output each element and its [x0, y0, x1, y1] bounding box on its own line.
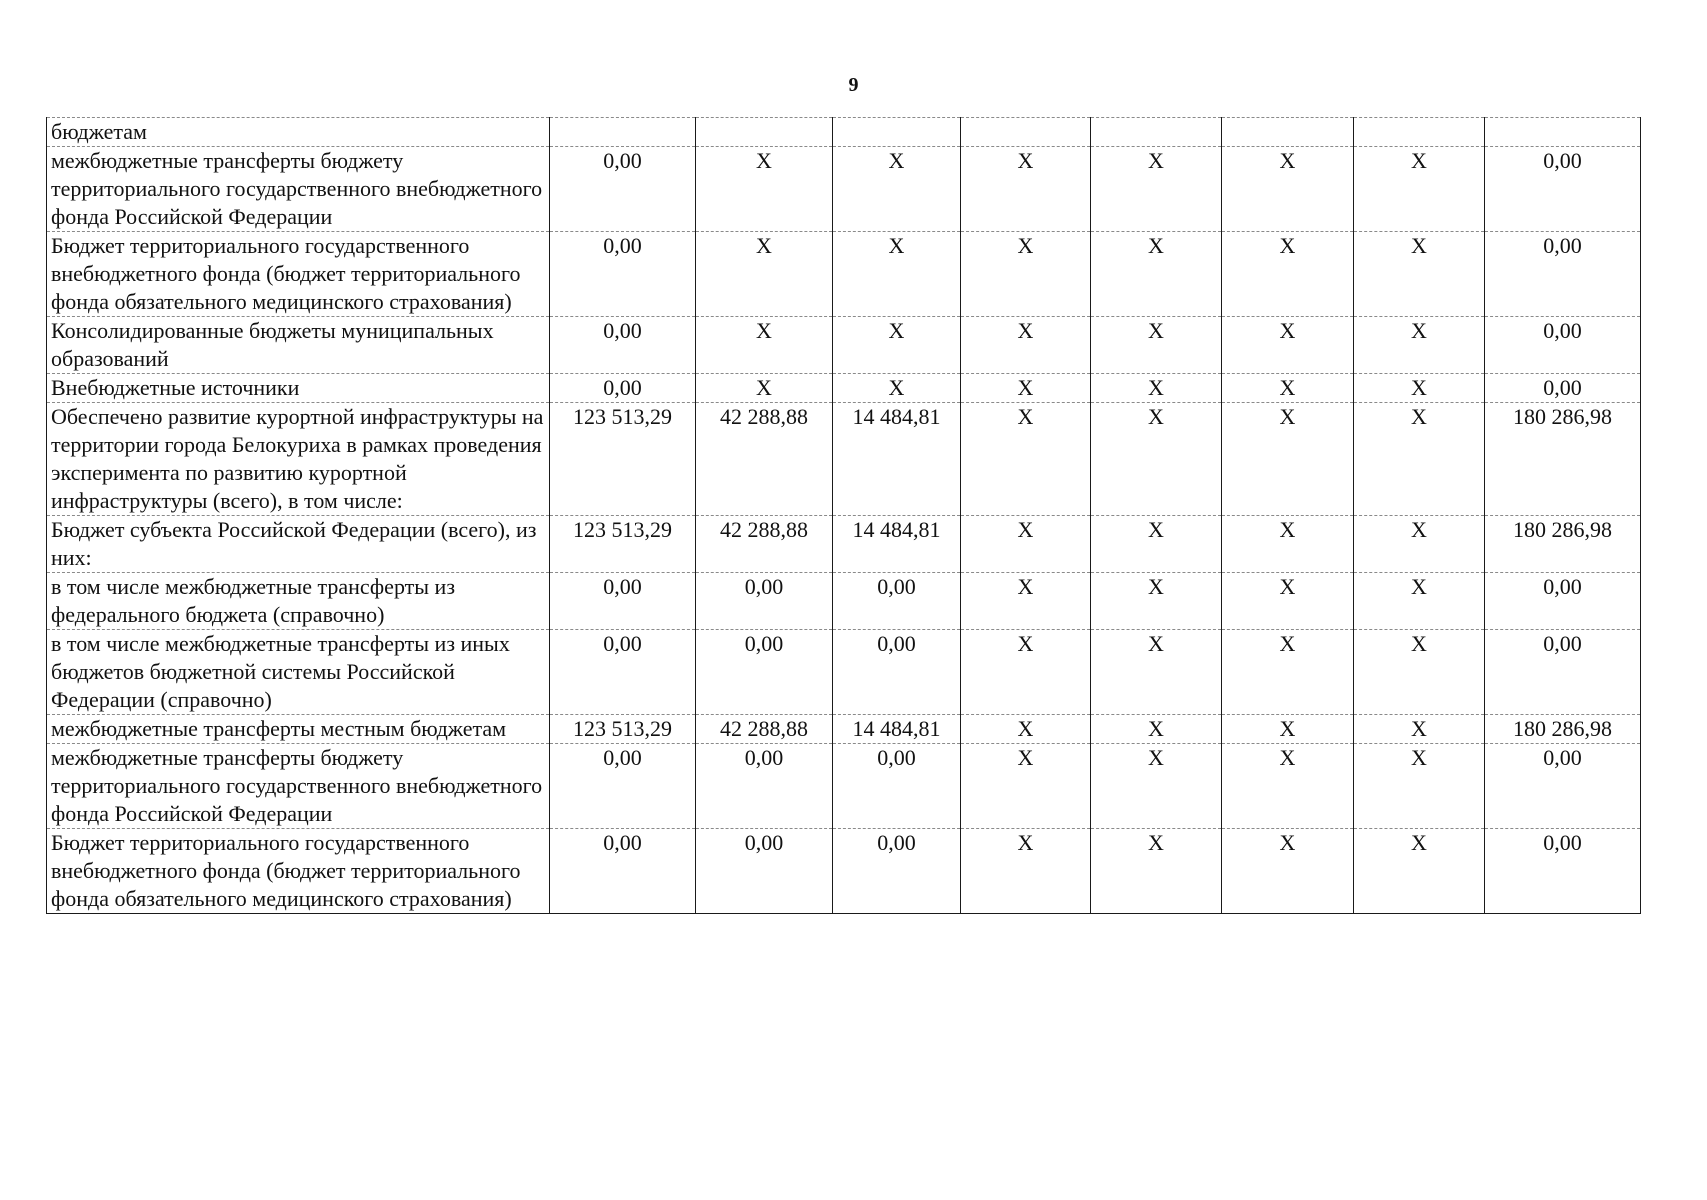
value-cell: 14 484,81 [833, 715, 961, 744]
value-cell: 0,00 [550, 573, 696, 630]
value-cell: 0,00 [696, 829, 833, 914]
value-cell: 0,00 [696, 573, 833, 630]
value-cell: X [961, 147, 1091, 232]
table-row [47, 630, 1641, 715]
row-label: в том числе межбюджетные трансферты из федерального бюджета (справочно) [47, 573, 550, 630]
value-cell: X [1222, 744, 1354, 829]
value-cell: X [1222, 516, 1354, 573]
value-cell: X [961, 317, 1091, 374]
value-cell [1222, 118, 1354, 147]
value-cell: X [1354, 715, 1485, 744]
value-cell: 180 286,98 [1485, 403, 1641, 516]
value-cell: 14 484,81 [833, 403, 961, 516]
budget-table [46, 117, 1641, 914]
value-cell: 0,00 [1485, 573, 1641, 630]
value-cell: 42 288,88 [696, 403, 833, 516]
value-cell: 0,00 [550, 374, 696, 403]
value-cell: X [1354, 829, 1485, 914]
value-cell: 42 288,88 [696, 715, 833, 744]
value-cell: X [1222, 374, 1354, 403]
value-cell: X [1222, 232, 1354, 317]
value-cell: X [1091, 403, 1222, 516]
value-cell: X [961, 630, 1091, 715]
value-cell: 42 288,88 [696, 516, 833, 573]
value-cell: 123 513,29 [550, 715, 696, 744]
value-cell: X [696, 232, 833, 317]
value-cell: X [696, 374, 833, 403]
value-cell: 0,00 [1485, 829, 1641, 914]
value-cell: X [961, 573, 1091, 630]
value-cell: X [961, 232, 1091, 317]
value-cell: X [1091, 573, 1222, 630]
table-row [47, 118, 1641, 147]
value-cell: X [961, 744, 1091, 829]
value-cell [1485, 118, 1641, 147]
row-label: межбюджетные трансферты бюджету территориального государственного внебюджетного фонда Российской Федерации [47, 147, 550, 232]
value-cell: X [1091, 317, 1222, 374]
value-cell: X [961, 374, 1091, 403]
value-cell: 0,00 [833, 829, 961, 914]
table-row [47, 403, 1641, 516]
table-row [47, 744, 1641, 829]
row-label: Обеспечено развитие курортной инфраструктуры на территории города Белокуриха в рамках проведения эксперимента по развитию курортной инфраструктуры (всего), в том числе: [47, 403, 550, 516]
table-row [47, 516, 1641, 573]
table-row [47, 715, 1641, 744]
value-cell: X [1354, 630, 1485, 715]
row-label: Консолидированные бюджеты муниципальных образований [47, 317, 550, 374]
value-cell: X [1354, 317, 1485, 374]
value-cell: 14 484,81 [833, 516, 961, 573]
value-cell [1354, 118, 1485, 147]
value-cell: X [1222, 317, 1354, 374]
value-cell [961, 118, 1091, 147]
row-label: Внебюджетные источники [47, 374, 550, 403]
value-cell: X [961, 829, 1091, 914]
table-row [47, 232, 1641, 317]
row-label: межбюджетные трансферты бюджету территориального государственного внебюджетного фонда Российской Федерации [47, 744, 550, 829]
value-cell: 0,00 [550, 744, 696, 829]
value-cell: X [1354, 403, 1485, 516]
value-cell: 0,00 [550, 147, 696, 232]
value-cell: 123 513,29 [550, 516, 696, 573]
value-cell: X [1222, 573, 1354, 630]
value-cell: 180 286,98 [1485, 715, 1641, 744]
value-cell: 0,00 [550, 630, 696, 715]
value-cell: 123 513,29 [550, 403, 696, 516]
value-cell: X [1354, 232, 1485, 317]
table-row [47, 829, 1641, 914]
value-cell: X [833, 232, 961, 317]
table-row [47, 147, 1641, 232]
table-row [47, 573, 1641, 630]
value-cell: X [961, 715, 1091, 744]
value-cell [696, 118, 833, 147]
value-cell: X [1091, 630, 1222, 715]
value-cell: X [1354, 147, 1485, 232]
value-cell: 180 286,98 [1485, 516, 1641, 573]
row-label: Бюджет территориального государственного внебюджетного фонда (бюджет территориального фонда обязательного медицинского страхования) [47, 829, 550, 914]
value-cell: X [1091, 715, 1222, 744]
value-cell: 0,00 [833, 573, 961, 630]
value-cell: X [1091, 829, 1222, 914]
value-cell [833, 118, 961, 147]
row-label: в том числе межбюджетные трансферты из иных бюджетов бюджетной системы Российской Федерации (справочно) [47, 630, 550, 715]
value-cell: 0,00 [696, 630, 833, 715]
value-cell: X [961, 403, 1091, 516]
table-row [47, 374, 1641, 403]
value-cell: 0,00 [1485, 374, 1641, 403]
value-cell [1091, 118, 1222, 147]
value-cell: X [1222, 715, 1354, 744]
value-cell: 0,00 [1485, 147, 1641, 232]
value-cell: X [1091, 232, 1222, 317]
value-cell: 0,00 [550, 829, 696, 914]
value-cell: X [1091, 744, 1222, 829]
value-cell: X [1222, 403, 1354, 516]
value-cell: X [1222, 829, 1354, 914]
value-cell: X [1354, 573, 1485, 630]
value-cell: 0,00 [1485, 232, 1641, 317]
row-label: бюджетам [47, 118, 550, 147]
value-cell: 0,00 [696, 744, 833, 829]
table-row [47, 317, 1641, 374]
value-cell: 0,00 [1485, 630, 1641, 715]
value-cell: 0,00 [833, 744, 961, 829]
value-cell: X [1354, 374, 1485, 403]
value-cell: 0,00 [833, 630, 961, 715]
value-cell: X [833, 374, 961, 403]
value-cell [550, 118, 696, 147]
row-label: межбюджетные трансферты местным бюджетам [47, 715, 550, 744]
row-label: Бюджет субъекта Российской Федерации (всего), из них: [47, 516, 550, 573]
page-number: 9 [848, 74, 859, 96]
value-cell: X [833, 147, 961, 232]
value-cell: X [1091, 516, 1222, 573]
value-cell: 0,00 [550, 232, 696, 317]
value-cell: X [1354, 744, 1485, 829]
row-label: Бюджет территориального государственного внебюджетного фонда (бюджет территориального фонда обязательного медицинского страхования) [47, 232, 550, 317]
value-cell: X [833, 317, 961, 374]
value-cell: X [1091, 147, 1222, 232]
value-cell: 0,00 [1485, 744, 1641, 829]
value-cell: X [1354, 516, 1485, 573]
value-cell: 0,00 [1485, 317, 1641, 374]
value-cell: X [961, 516, 1091, 573]
value-cell: X [1222, 630, 1354, 715]
value-cell: X [1091, 374, 1222, 403]
value-cell: X [696, 147, 833, 232]
value-cell: X [696, 317, 833, 374]
value-cell: X [1222, 147, 1354, 232]
value-cell: 0,00 [550, 317, 696, 374]
